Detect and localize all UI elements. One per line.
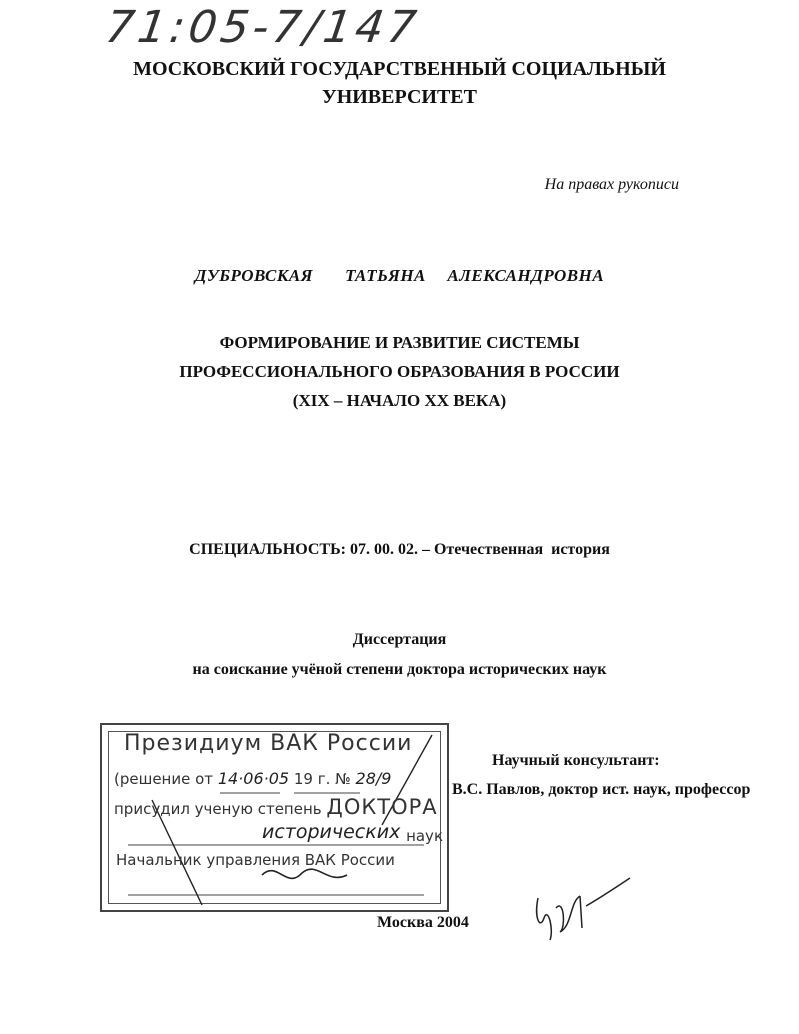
signature: [520, 868, 640, 948]
archive-number-handwritten: 71:05-7/147: [102, 2, 424, 53]
rights-note: На правах рукописи: [544, 176, 679, 193]
stamp-title: Президиум ВАК России: [124, 731, 413, 756]
advisor-label: Научный консультант:: [492, 752, 660, 769]
stamp-decision-no-prefix: г. №: [317, 770, 351, 788]
stamp-field-handwritten: исторических: [262, 821, 401, 843]
author-name: ДУБРОВСКАЯ ТАТЬЯНА АЛЕКСАНДРОВНА: [194, 266, 605, 285]
stamp-degree: ДОКТОРА: [326, 795, 438, 819]
stamp-footer: Начальник управления ВАК России: [116, 851, 395, 869]
institution-line-2: УНИВЕРСИТЕТ: [322, 86, 477, 108]
dissertation-type: Диссертация: [352, 631, 447, 648]
title-line-2: ПРОФЕССИОНАЛЬНОГО ОБРАЗОВАНИЯ В РОССИИ: [179, 362, 620, 381]
institution-name: [0, 55, 799, 111]
title-line-1: ФОРМИРОВАНИЕ И РАЗВИТИЕ СИСТЕМЫ: [219, 333, 580, 352]
stamp-awarded-label: присудил ученую степень: [114, 800, 322, 818]
dissertation-degree: на соискание учёной степени доктора исторических наук: [192, 661, 607, 678]
stamp-decision-line: [114, 769, 391, 788]
stamp-decision-year: 19: [293, 770, 313, 788]
title-line-3: (XIX – НАЧАЛО XX ВЕКА): [292, 391, 507, 410]
advisor-name: В.С. Павлов, доктор ист. наук, профессор: [452, 781, 751, 798]
vak-stamp: [100, 723, 449, 912]
stamp-decision-prefix: (решение от: [114, 770, 214, 788]
stamp-field-suffix: наук: [406, 827, 443, 845]
dissertation-title: [0, 328, 799, 415]
specialty: СПЕЦИАЛЬНОСТЬ: 07. 00. 02. – Отечественная история: [189, 541, 610, 558]
institution-line-1: МОСКОВСКИЙ ГОСУДАРСТВЕННЫЙ СОЦИАЛЬНЫЙ: [133, 58, 666, 80]
stamp-awarded-line: [114, 795, 438, 819]
stamp-decision-no: 28/9: [355, 769, 392, 788]
stamp-decision-date: 14·06·05: [217, 769, 290, 788]
city-year: Москва 2004: [377, 914, 469, 931]
